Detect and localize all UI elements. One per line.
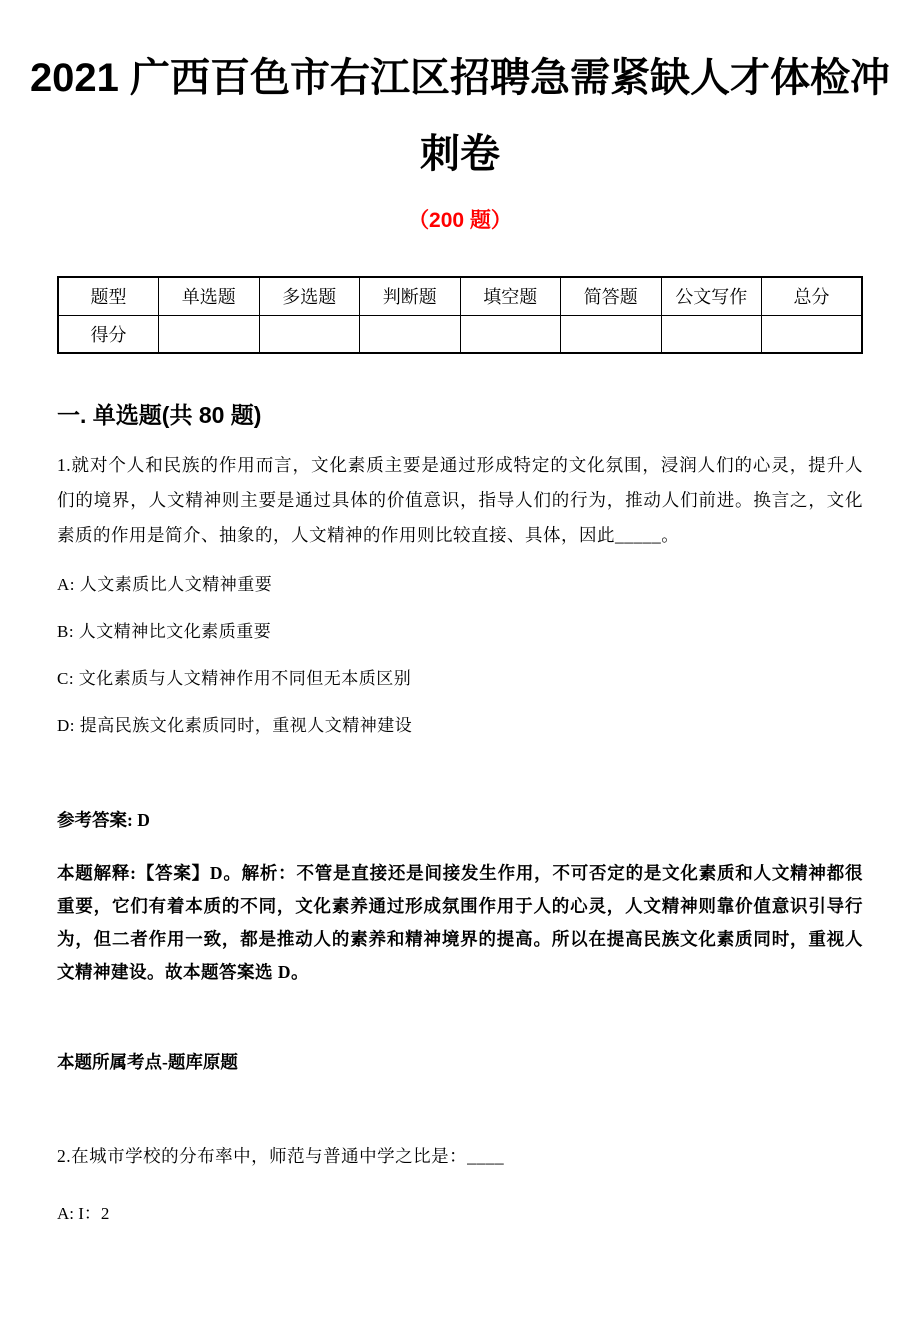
score-table-header-cell: 简答题: [561, 277, 662, 315]
score-cell-empty: [661, 315, 762, 353]
question-1-text: 1.就对个人和民族的作用而言，文化素质主要是通过形成特定的文化氛围，浸润人们的心灵，提升人们的境界，人文精神则主要是通过具体的价值意识，指导人们的行为，推动人们前进。换言之，文化素质的作用是简介、抽象的，人文精神的作用则比较直接、具体，因此_____。: [57, 455, 863, 545]
question-2-text: 2.在城市学校的分布率中，师范与普通中学之比是：____: [57, 1146, 505, 1166]
page-title: 2021 广西百色市右江区招聘急需紧缺人才体检冲刺卷: [29, 56, 891, 176]
score-table-header-cell: 总分: [762, 277, 863, 315]
question-1-reference-answer: 参考答案: D: [57, 810, 150, 830]
score-table-header-cell: 判断题: [360, 277, 461, 315]
score-table: [57, 276, 863, 354]
question-1-option-a: A: 人文素质比人文精神重要: [57, 575, 273, 594]
score-table-score-row: [58, 315, 862, 353]
score-table-header-cell: 多选题: [259, 277, 360, 315]
score-table-header-cell: 公文写作: [661, 277, 762, 315]
question-1-explanation: 本题解释:【答案】D。解析：不管是直接还是间接发生作用，不可否定的是文化素质和人文精神都很重要，它们有着本质的不同，文化素养通过形成氛围作用于人的心灵，人文精神则靠价值意识引导行为，但二者作用一致，都是推动人的素养和精神境界的提高。所以在提高民族文化素质同时，重视人文精神建设。故本题答案选 D。: [57, 863, 863, 982]
question-1-option-c: C: 文化素质与人文精神作用不同但无本质区别: [57, 669, 412, 688]
question-block-2: [57, 1141, 863, 1229]
score-table-header-cell: 单选题: [159, 277, 260, 315]
score-cell-empty: [460, 315, 561, 353]
score-table-header-cell: 题型: [58, 277, 159, 315]
score-table-header-row: [58, 277, 862, 315]
question-1-option-d: D: 提高民族文化素质同时，重视人文精神建设: [57, 716, 413, 735]
score-cell-empty: [762, 315, 863, 353]
score-row-label: 得分: [58, 315, 159, 353]
question-1-knowledge-point: 本题所属考点-题库原题: [57, 1052, 238, 1072]
question-block-1: [57, 448, 863, 1077]
question-1-options: [57, 561, 863, 749]
score-cell-empty: [360, 315, 461, 353]
question-count-subtitle: （200 题）: [408, 209, 512, 232]
score-cell-empty: [561, 315, 662, 353]
score-cell-empty: [159, 315, 260, 353]
exam-document-page: [0, 40, 920, 1342]
question-1-option-b: B: 人文精神比文化素质重要: [57, 622, 272, 641]
section-heading-single-choice: 一. 单选题(共 80 题): [57, 402, 262, 428]
score-table-header-cell: 填空题: [460, 277, 561, 315]
question-2-option-a: A: I：2: [57, 1204, 110, 1223]
score-cell-empty: [259, 315, 360, 353]
